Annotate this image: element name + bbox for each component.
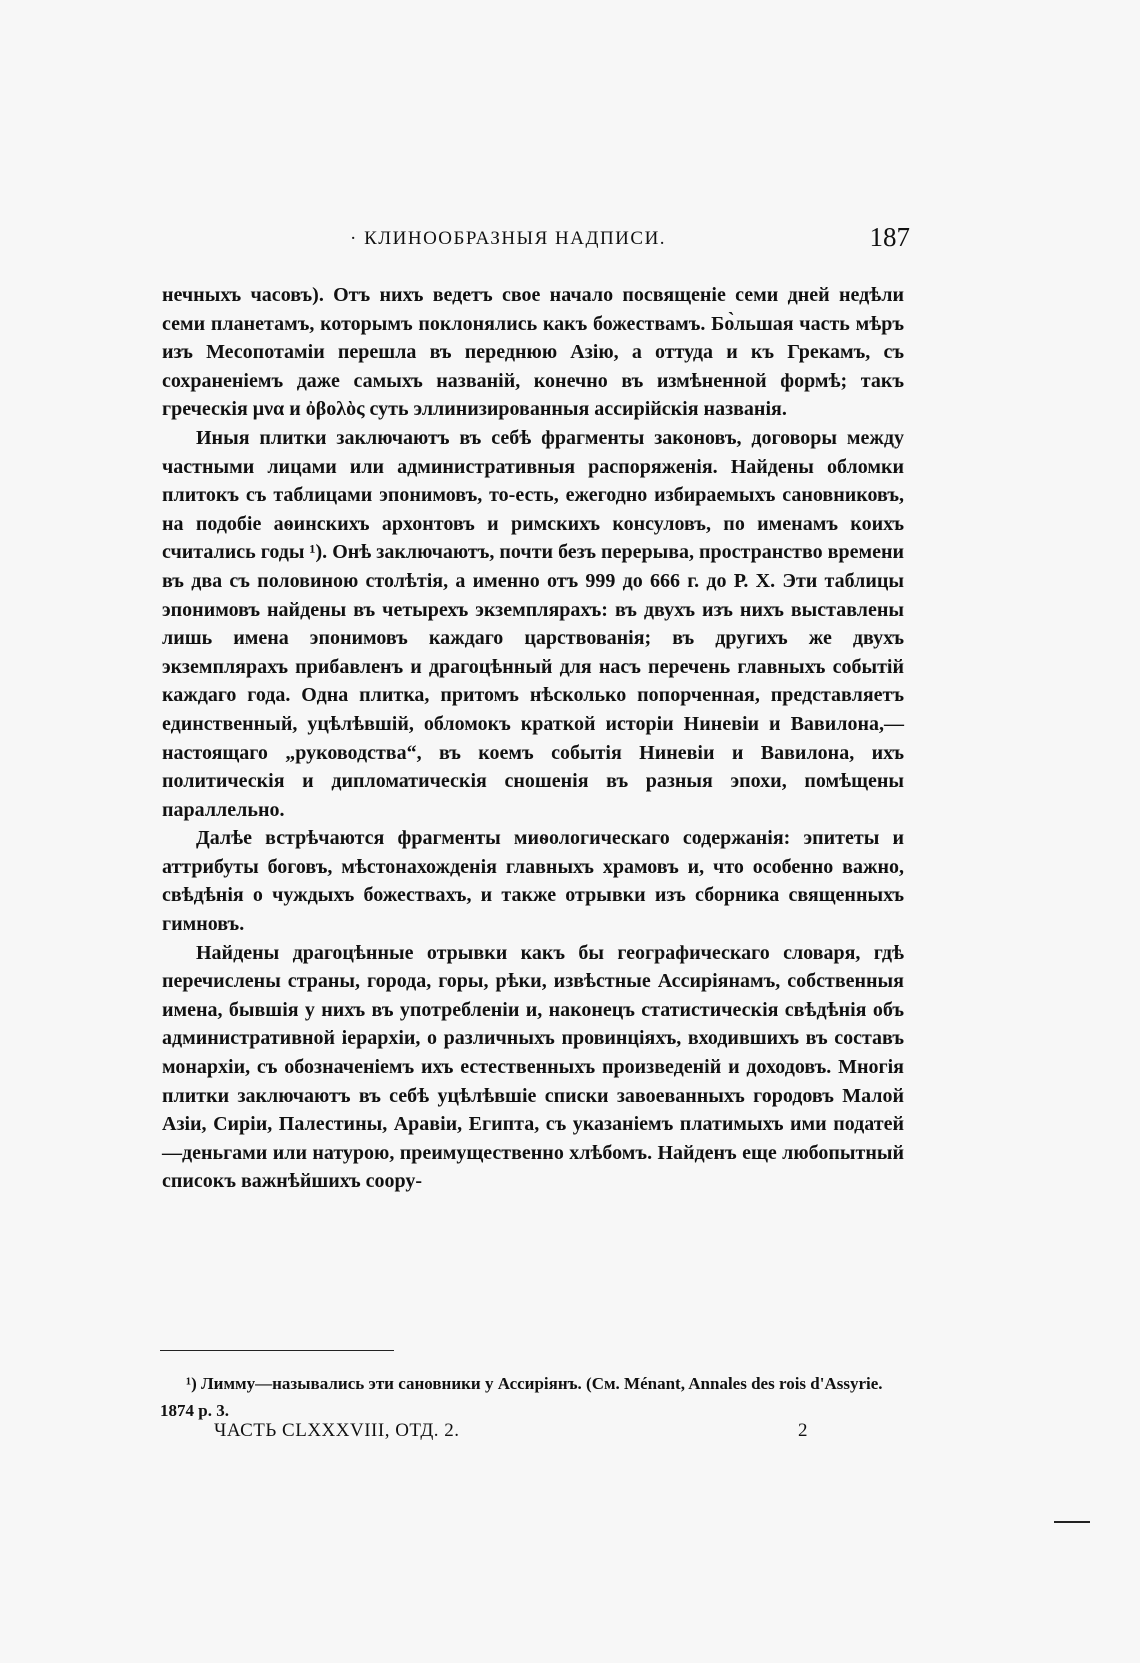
- footnote-marker: ¹): [186, 1374, 197, 1393]
- running-title: · КЛИНООБРАЗНЫЯ НАДПИСИ.: [350, 228, 667, 249]
- footnote-rule: [160, 1350, 394, 1351]
- page-number: 187: [869, 222, 910, 252]
- paragraph-1: нечныхъ часовъ). Отъ нихъ ведетъ свое начало посвященіе семи дней недѣли семи планетамъ, которымъ поклонялись какъ божествамъ. Бо̀льшая часть мѣръ изъ Месопотаміи перешла въ переднюю Азію, а оттуда и къ Грекамъ, съ сохраненіемъ даже самыхъ названій, конечно въ измѣненной формѣ; такъ греческія μνα и ὀβολὸς суть эллинизированныя ассирійскія названія.: [162, 284, 904, 421]
- page-header: [160, 222, 910, 256]
- paragraph-2: Иныя плитки заключаютъ въ себѣ фрагменты законовъ, договоры между частными лицами или административныя распоряженія. Найдены обломки плитокъ съ таблицами эпонимовъ, то-есть, ежегодно избираемыхъ сановниковъ, на подобіе аѳинскихъ архонтовъ и римскихъ консуловъ, по именамъ коихъ считались годы ¹). Онѣ заключаютъ, почти безъ перерыва, пространство времени въ два съ половиною столѣтія, а именно отъ 999 до 666 г. до Р. Х. Эти таблицы эпонимовъ найдены въ четырехъ экземплярахъ: въ двухъ изъ нихъ выставлены лишь имена эпонимовъ каждаго царствованія; въ другихъ же двухъ экземплярахъ прибавленъ и драгоцѣнный для насъ перечень главныхъ событій каждаго года. Одна плитка, притомъ нѣсколько попорченная, представляетъ единственный, уцѣлѣвшій, обломокъ краткой исторіи Ниневіи и Вавилона,—настоящаго „руководства“, въ коемъ событія Ниневіи и Вавилона, ихъ политическія и дипломатическія сношенія въ разныя эпохи, помѣщены параллельно.: [162, 426, 904, 821]
- body-text: [162, 281, 904, 1196]
- footnote-text: Лимму—назывались эти сановники у Ассиріянъ. (См. Ménant, Annales des rois d'Assyrie. 1874 p. 3.: [160, 1374, 883, 1420]
- paragraph-4: Найдены драгоцѣнные отрывки какъ бы географическаго словаря, гдѣ перечислены страны, города, горы, рѣки, извѣстные Ассиріянамъ, собственныя имена, бывшія у нихъ въ употребленіи и, наконецъ статистическія свѣдѣнія объ административной іерархіи, о различныхъ провинціяхъ, входившихъ въ составъ монархіи, съ обозначеніемъ ихъ естественныхъ произведеній и доходовъ. Многія плитки заключаютъ въ себѣ уцѣлѣвшіе списки завоеванныхъ городовъ Малой Азіи, Сиріи, Палестины, Аравіи, Египта, съ указаніемъ платимыхъ ими податей—деньгами или натурою, преимущественно хлѣбомъ. Найденъ еще любопытный списокъ важнѣйшихъ соору-: [162, 941, 904, 1193]
- footnote: [160, 1370, 902, 1424]
- margin-mark: [1054, 1521, 1090, 1523]
- signature-number: 2: [798, 1420, 808, 1441]
- signature-part: ЧАСТЬ CLXXXVIII, ОТД. 2.: [214, 1420, 460, 1441]
- paragraph-3: Далѣе встрѣчаются фрагменты миѳологическаго содержанія: эпитеты и аттрибуты боговъ, мѣстонахожденія главныхъ храмовъ и, что особенно важно, свѣдѣнія о чуждыхъ божествахъ, и также отрывки изъ сборника священныхъ гимновъ.: [162, 827, 904, 936]
